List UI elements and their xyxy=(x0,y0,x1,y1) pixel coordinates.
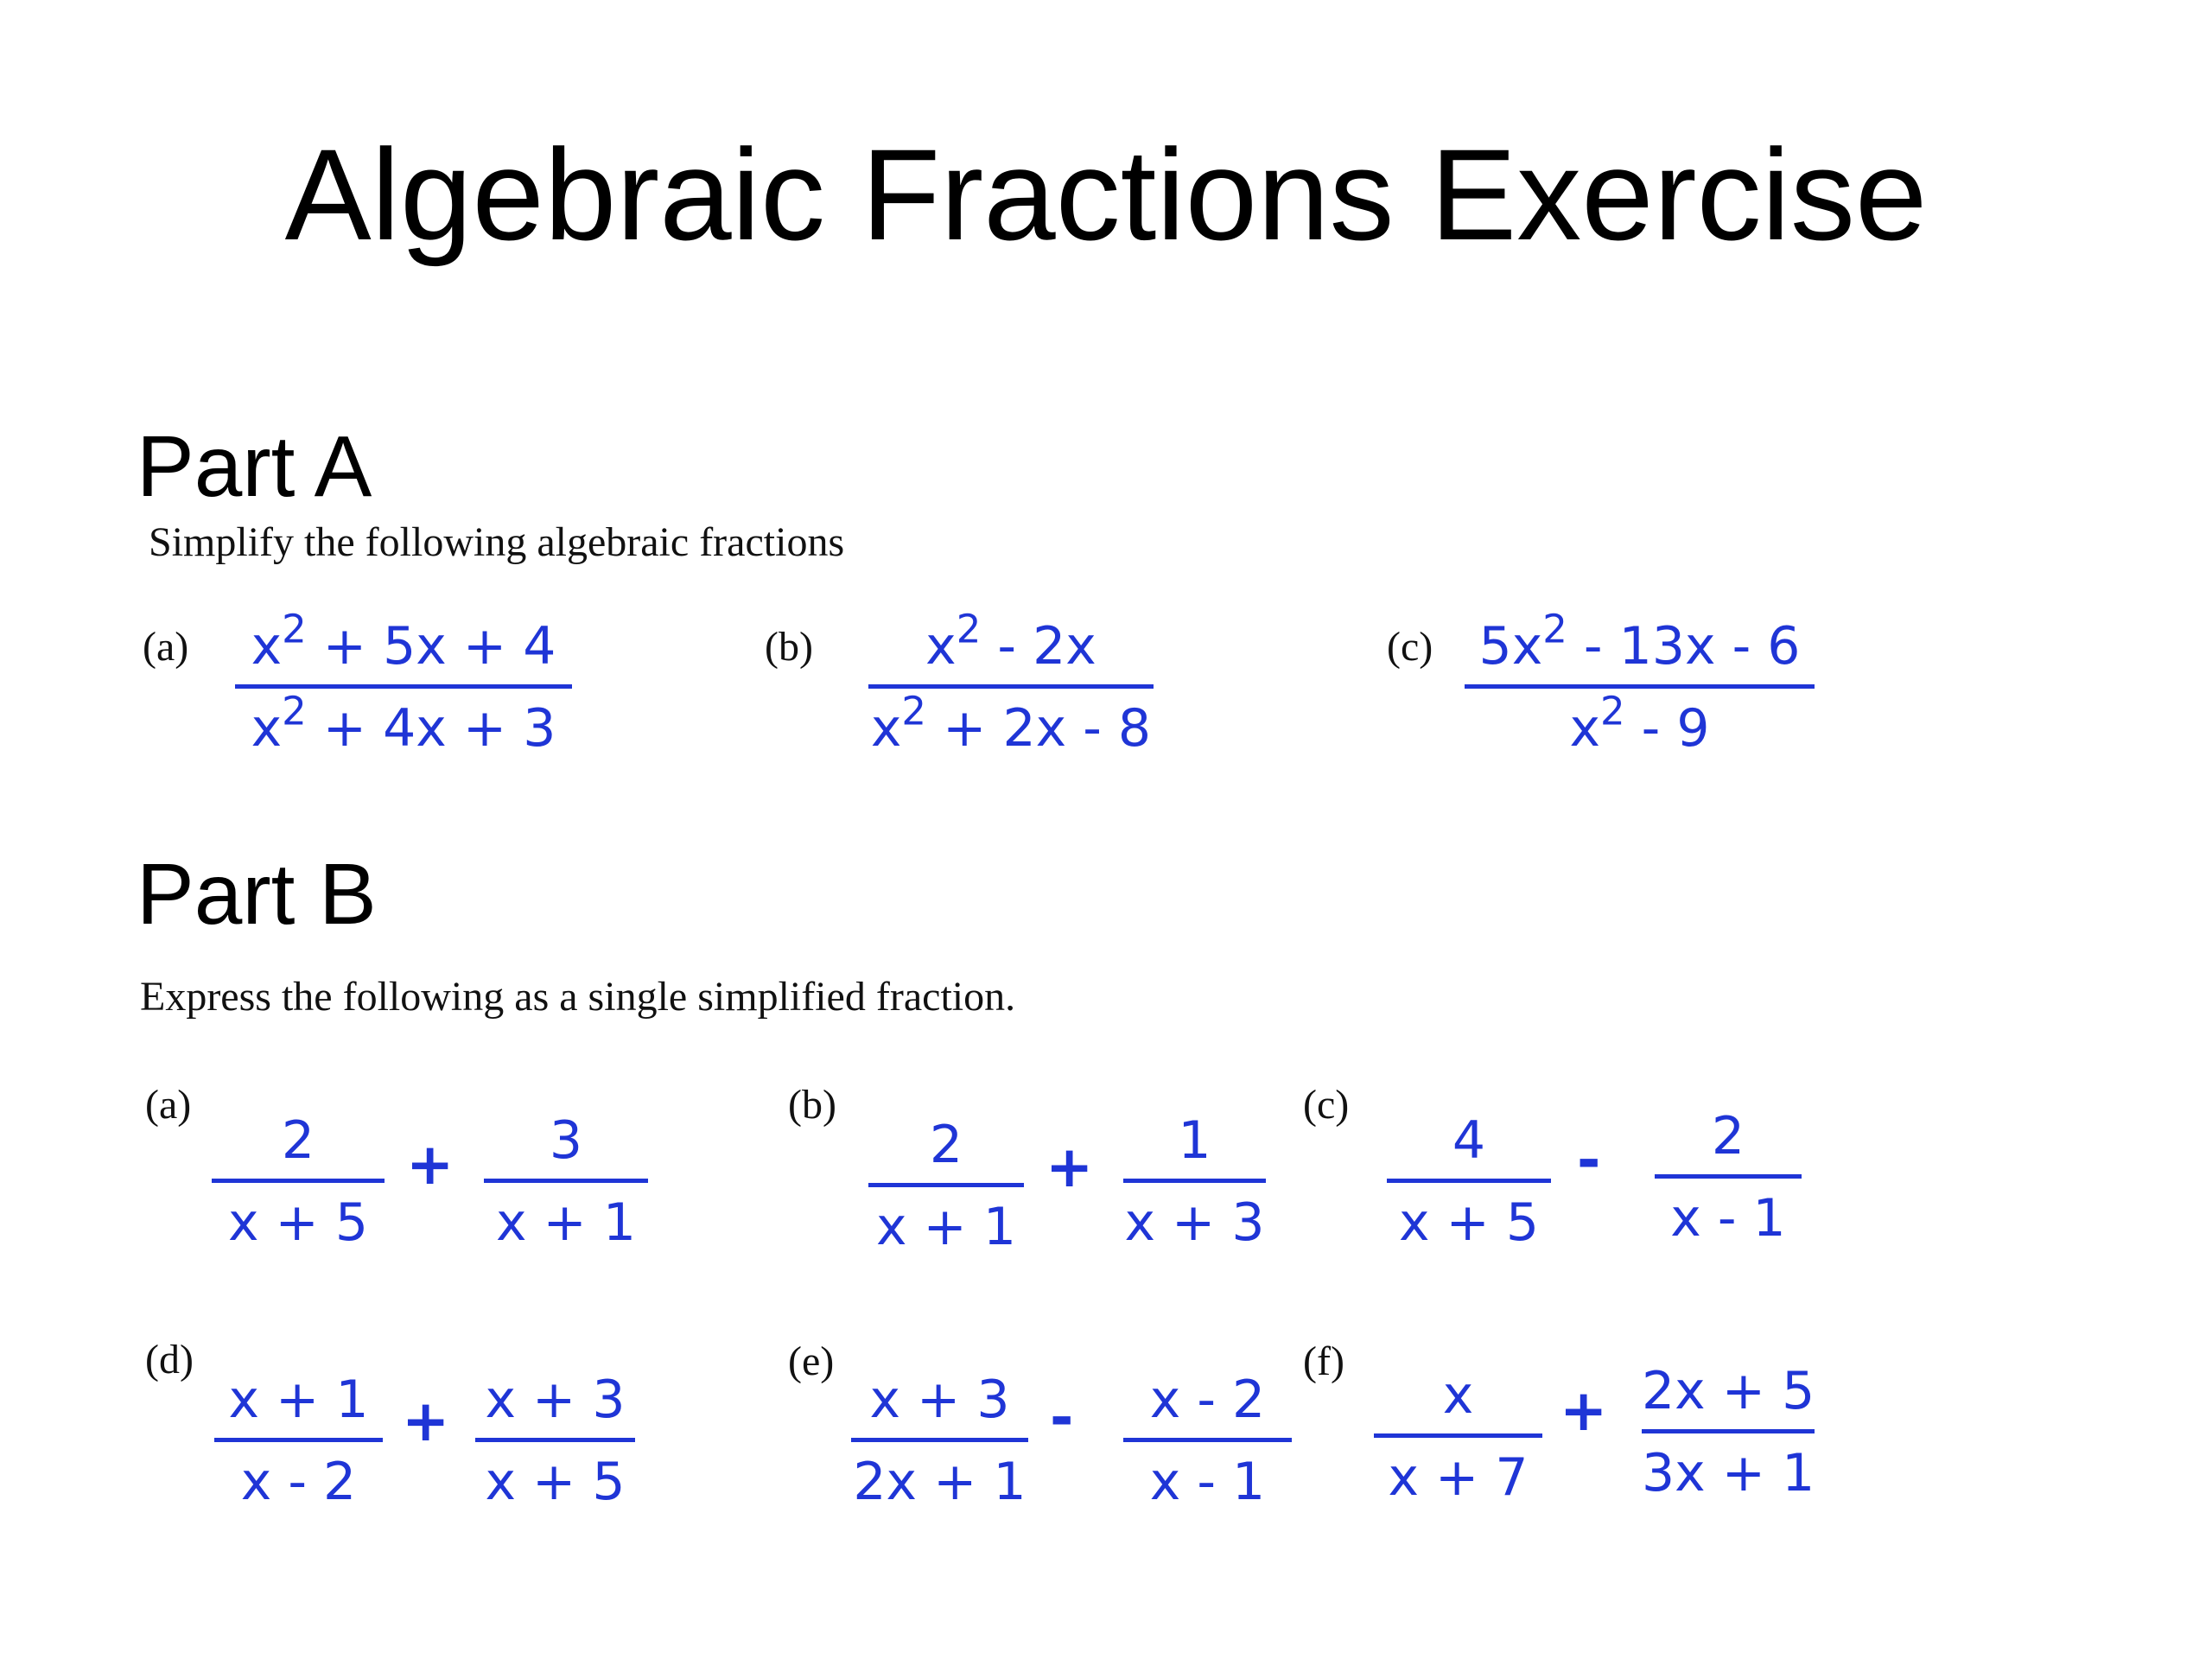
denominator: x + 3 xyxy=(1124,1192,1265,1253)
operator-plus: + xyxy=(1560,1377,1608,1444)
part-a-label-b: (b) xyxy=(765,624,813,670)
fraction-bar xyxy=(1123,1179,1266,1183)
denominator: $x^2 + 2x - 8$ xyxy=(870,688,1152,759)
numerator: 4 xyxy=(1452,1110,1486,1171)
numerator: 2 xyxy=(281,1110,315,1171)
denominator: x + 1 xyxy=(495,1192,637,1253)
denominator: x + 5 xyxy=(485,1452,626,1512)
part-b-e-fraction-2 xyxy=(1123,1370,1292,1512)
numerator: x + 3 xyxy=(485,1370,626,1430)
part-b-label-c: (c) xyxy=(1303,1082,1350,1128)
operator-plus: + xyxy=(402,1388,450,1454)
denominator: x - 1 xyxy=(1149,1452,1266,1512)
denominator: 2x + 1 xyxy=(853,1452,1027,1512)
page-title: Algebraic Fractions Exercise xyxy=(284,122,1928,267)
denominator: $x^2 + 4x + 3$ xyxy=(251,688,556,759)
part-a-fraction-c xyxy=(1465,606,1815,759)
numerator: 1 xyxy=(1178,1110,1211,1171)
denominator: x - 1 xyxy=(1670,1188,1786,1249)
part-a-fraction-b xyxy=(868,606,1154,759)
numerator: x + 1 xyxy=(228,1370,369,1430)
part-b-b-fraction-2 xyxy=(1123,1110,1266,1253)
denominator: x + 5 xyxy=(227,1192,369,1253)
part-b-e-fraction-1 xyxy=(851,1370,1028,1512)
part-a-fraction-a xyxy=(235,606,572,759)
fraction-bar xyxy=(475,1438,635,1442)
operator-plus: + xyxy=(406,1131,454,1198)
denominator: x + 5 xyxy=(1398,1192,1540,1253)
numerator: x - 2 xyxy=(1149,1370,1266,1430)
fraction-bar xyxy=(212,1179,385,1183)
numerator: 3 xyxy=(549,1110,583,1171)
part-b-label-a: (a) xyxy=(145,1082,192,1128)
fraction-bar xyxy=(1123,1438,1292,1442)
part-b-label-d: (d) xyxy=(145,1337,194,1382)
numerator: $5x^2 - 13x - 6$ xyxy=(1478,606,1801,677)
part-b-c-fraction-2 xyxy=(1655,1106,1802,1249)
denominator: $x^2 - 9$ xyxy=(1569,688,1710,759)
denominator: x + 7 xyxy=(1388,1447,1529,1508)
numerator: x xyxy=(1442,1365,1474,1426)
operator-minus: - xyxy=(1050,1384,1074,1451)
part-a-label-a: (a) xyxy=(143,624,189,670)
denominator: x - 2 xyxy=(240,1452,357,1512)
operator-plus: + xyxy=(1046,1134,1094,1200)
part-a-heading: Part A xyxy=(137,418,372,515)
numerator: 2 xyxy=(1711,1106,1745,1166)
operator-minus: - xyxy=(1577,1127,1601,1193)
part-b-a-fraction-2 xyxy=(484,1110,648,1253)
fraction-bar xyxy=(1374,1433,1542,1438)
part-b-label-f: (f) xyxy=(1303,1338,1344,1384)
part-b-c-fraction-1 xyxy=(1387,1110,1551,1253)
part-b-d-fraction-2 xyxy=(475,1370,635,1512)
part-b-f-fraction-2 xyxy=(1642,1361,1815,1503)
part-a-label-c: (c) xyxy=(1387,624,1433,670)
numerator: x + 3 xyxy=(869,1370,1010,1430)
fraction-bar xyxy=(484,1179,648,1183)
fraction-bar xyxy=(1642,1429,1815,1433)
part-b-heading: Part B xyxy=(137,846,377,943)
denominator: x + 1 xyxy=(875,1197,1017,1257)
part-b-a-fraction-1 xyxy=(212,1110,385,1253)
fraction-bar xyxy=(868,1183,1024,1187)
part-b-f-fraction-1 xyxy=(1374,1365,1542,1508)
part-b-d-fraction-1 xyxy=(214,1370,383,1512)
part-b-b-fraction-1 xyxy=(868,1115,1024,1257)
numerator: $x^2 + 5x + 4$ xyxy=(251,606,556,677)
fraction-bar xyxy=(1465,684,1815,689)
part-b-instruction: Express the following as a single simplified fraction. xyxy=(140,974,1016,1020)
part-b-label-e: (e) xyxy=(788,1338,835,1384)
fraction-bar xyxy=(1655,1174,1802,1179)
numerator: $x^2 - 2x$ xyxy=(925,606,1096,677)
numerator: 2 xyxy=(929,1115,963,1175)
fraction-bar xyxy=(1387,1179,1551,1183)
part-b-label-b: (b) xyxy=(788,1082,836,1128)
part-a-instruction: Simplify the following algebraic fractions xyxy=(149,519,845,565)
fraction-bar xyxy=(214,1438,383,1442)
denominator: 3x + 1 xyxy=(1642,1443,1815,1503)
fraction-bar xyxy=(851,1438,1028,1442)
numerator: 2x + 5 xyxy=(1642,1361,1815,1421)
